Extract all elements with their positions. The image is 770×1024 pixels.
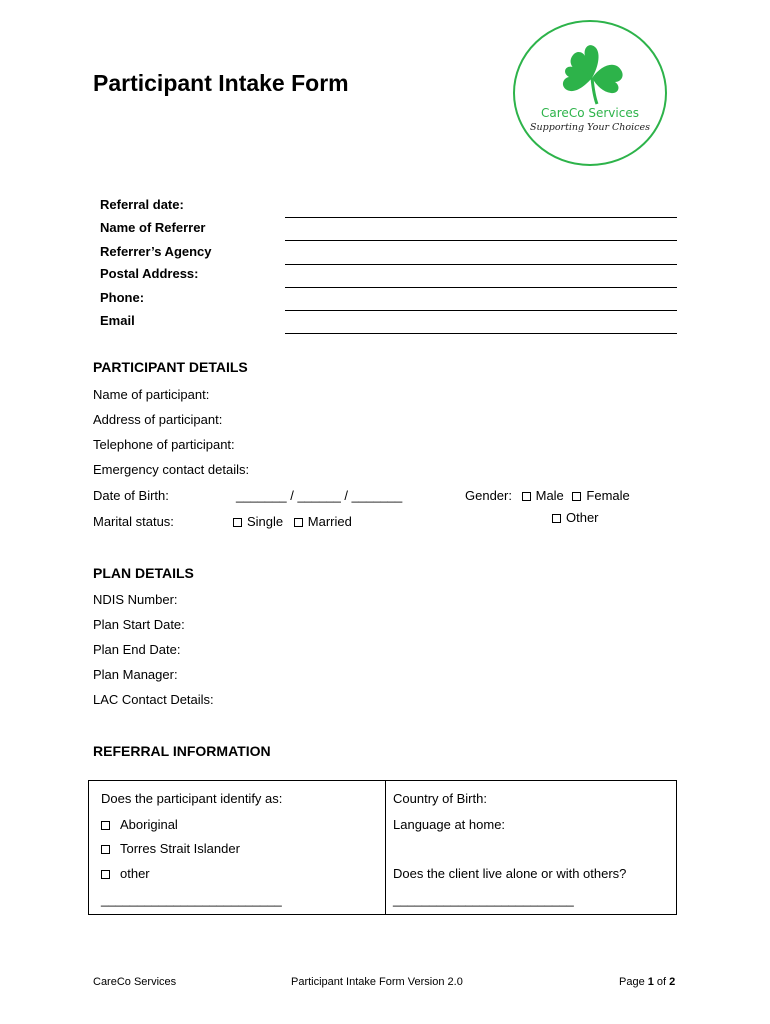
torres-strait-checkbox[interactable]	[101, 845, 110, 854]
logo-graphic	[513, 20, 667, 166]
aboriginal-option	[101, 817, 178, 832]
postal-address-label: Postal Address:	[100, 266, 199, 281]
other-option	[101, 866, 150, 881]
ndis-number-label: NDIS Number:	[93, 592, 178, 607]
referrer-name-field[interactable]	[285, 240, 677, 241]
referral-date-field[interactable]	[285, 217, 677, 218]
footer-page-number	[619, 976, 675, 988]
footer-version: Participant Intake Form Version 2.0	[291, 976, 463, 988]
identify-other-field[interactable]: _________________________	[101, 892, 282, 907]
referral-date-label: Referral date:	[100, 197, 184, 212]
email-label: Email	[100, 313, 135, 328]
marital-single-label: Single	[247, 514, 284, 529]
form-title: Participant Intake Form	[93, 70, 349, 96]
page-of: of	[653, 976, 670, 988]
marital-status-label: Marital status:	[93, 514, 174, 529]
phone-label: Phone:	[100, 290, 145, 305]
gender-female-checkbox[interactable]	[572, 492, 581, 501]
other-checkbox[interactable]	[101, 870, 110, 879]
referrer-name-label: Name of Referrer	[100, 220, 206, 235]
gender-row	[465, 488, 630, 503]
page-current: 1	[647, 976, 654, 988]
gender-female-label: Female	[586, 488, 630, 503]
dob-field[interactable]: _______ / ______ / _______	[236, 488, 403, 503]
participant-address-label: Address of participant:	[93, 412, 223, 427]
identify-label: Does the participant identify as:	[101, 791, 283, 806]
marital-married-checkbox[interactable]	[294, 518, 303, 527]
lac-contact-label: LAC Contact Details:	[93, 692, 214, 707]
plan-start-date-label: Plan Start Date:	[93, 617, 185, 632]
phone-field[interactable]	[285, 310, 677, 311]
gender-label: Gender:	[465, 488, 512, 503]
participant-name-label: Name of participant:	[93, 387, 210, 402]
logo-name: CareCo Services	[541, 106, 639, 120]
marital-married-label: Married	[307, 514, 352, 529]
page-prefix: Page	[619, 976, 648, 988]
gender-other-label: Other	[566, 510, 599, 525]
participant-telephone-label: Telephone of participant:	[93, 437, 235, 452]
live-alone-field[interactable]: _________________________	[393, 892, 574, 907]
marital-status-options	[233, 514, 352, 529]
torres-option	[101, 841, 240, 856]
page-total: 2	[669, 976, 676, 988]
gender-other-row	[552, 510, 599, 525]
dob-label: Date of Birth:	[93, 488, 169, 503]
postal-address-field[interactable]	[285, 287, 677, 288]
aboriginal-checkbox[interactable]	[101, 821, 110, 830]
live-alone-label: Does the client live alone or with others?	[393, 866, 627, 881]
gender-male-checkbox[interactable]	[522, 492, 531, 501]
gender-other-checkbox[interactable]	[552, 514, 561, 523]
country-of-birth-label: Country of Birth:	[393, 791, 487, 806]
referrer-agency-field[interactable]	[285, 264, 677, 265]
careco-logo	[513, 20, 667, 166]
referrer-agency-label: Referrer’s Agency	[100, 244, 212, 259]
plan-manager-label: Plan Manager:	[93, 667, 178, 682]
emergency-contact-label: Emergency contact details:	[93, 462, 250, 477]
participant-details-heading: PARTICIPANT DETAILS	[93, 359, 248, 375]
other-label: other	[120, 866, 150, 881]
gender-male-label: Male	[535, 488, 564, 503]
referral-info-table	[88, 780, 677, 915]
aboriginal-label: Aboriginal	[120, 817, 178, 832]
marital-single-checkbox[interactable]	[233, 518, 242, 527]
footer-company: CareCo Services	[93, 976, 177, 988]
referral-information-heading: REFERRAL INFORMATION	[93, 743, 271, 759]
plan-details-heading: PLAN DETAILS	[93, 565, 194, 581]
torres-strait-label: Torres Strait Islander	[120, 841, 240, 856]
logo-tagline: Supporting Your Choices	[530, 122, 650, 133]
language-at-home-label: Language at home:	[393, 817, 506, 832]
email-field[interactable]	[285, 333, 677, 334]
table-divider	[385, 781, 386, 914]
plan-end-date-label: Plan End Date:	[93, 642, 181, 657]
